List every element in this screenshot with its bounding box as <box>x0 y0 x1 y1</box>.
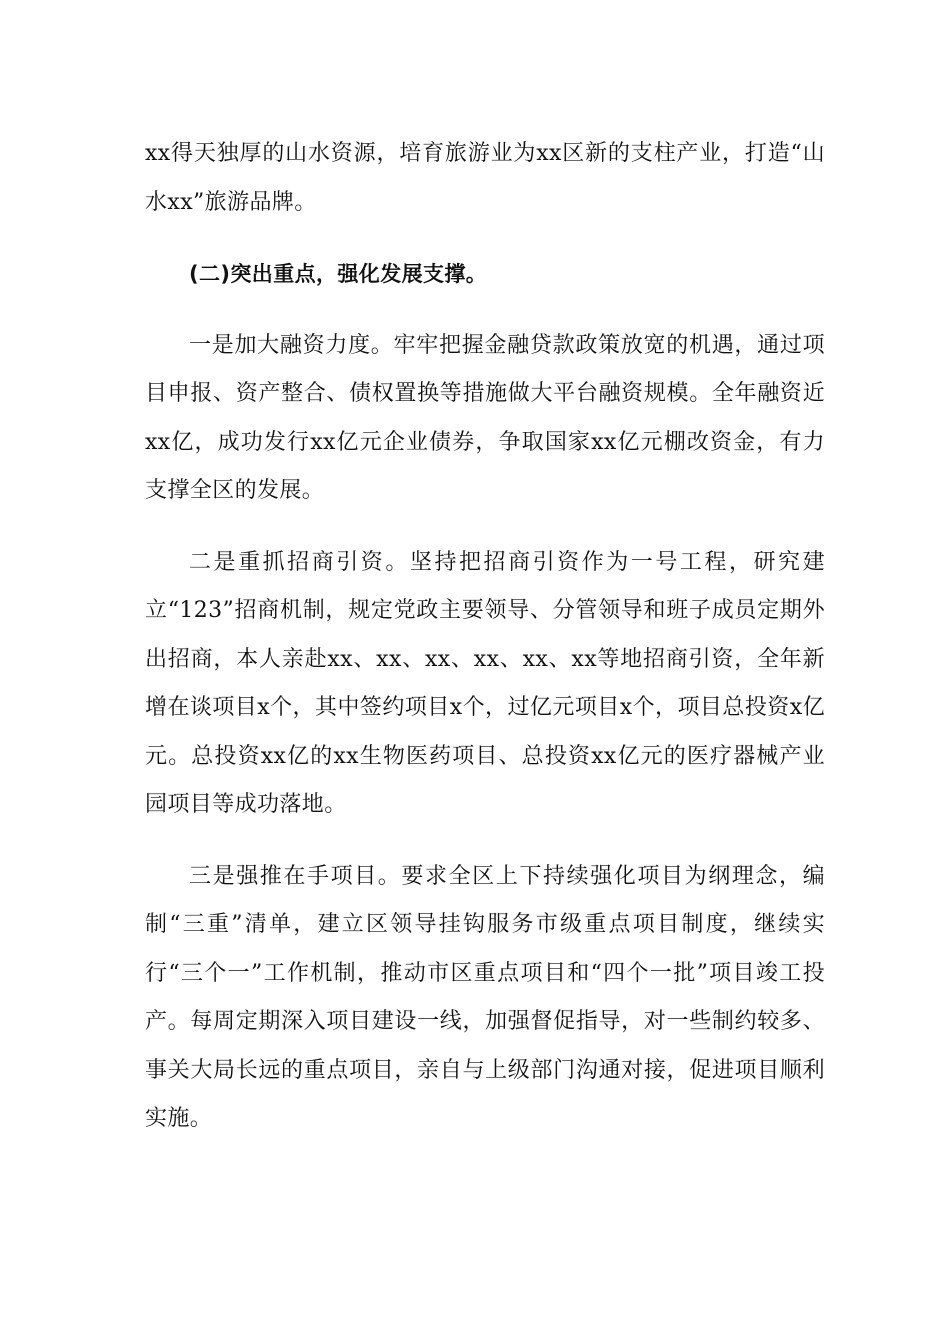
paragraph-financing: 一是加大融资力度。牢牢把握金融贷款政策放宽的机遇，通过项目申报、资产整合、债权置换等措施做大平台融资规模。全年融资近xx亿，成功发行xx亿元企业债券，争取国家xx亿元棚改资金，有力支撑全区的发展。 <box>145 332 825 503</box>
paragraph-continuation: xx得天独厚的山水资源，培育旅游业为xx区新的支柱产业，打造“山水xx”旅游品牌。 <box>145 141 825 215</box>
section-heading: (二)突出重点，强化发展支撑。 <box>189 262 488 286</box>
paragraph-investment: 二是重抓招商引资。坚持把招商引资作为一号工程，研究建立“123”招商机制，规定党政主要领导、分管领导和班子成员定期外出招商，本人亲赴xx、xx、xx、xx、xx、xx等地招商引资，全年新增在谈项目x个，其中签约项目x个，过亿元项目x个，项目总投资x亿元。总投资xx亿的xx生物医药项目、总投资xx亿元的医疗器械产业园项目等成功落地。 <box>145 549 825 817</box>
paragraph-projects: 三是强推在手项目。要求全区上下持续强化项目为纲理念，编制“三重”清单，建立区领导挂钩服务市级重点项目制度，继续实行“三个一”工作机制，推动市区重点项目和“四个一批”项目竣工投产。每周定期深入项目建设一线，加强督促指导，对一些制约较多、事关大局长远的重点项目，亲自与上级部门沟通对接，促进项目顺利实施。 <box>145 863 825 1131</box>
document-body <box>145 130 825 1144</box>
